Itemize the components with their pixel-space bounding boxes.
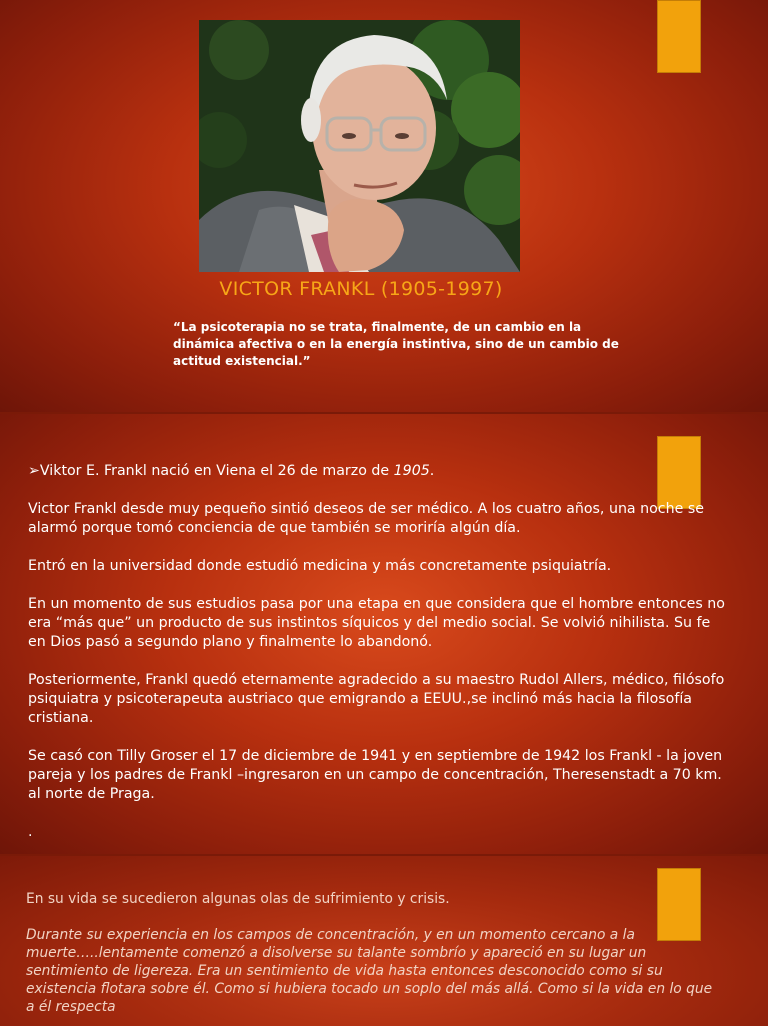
paragraph-university: Entró en la universidad donde estudió medicina y más concretamente psiquiatría. (28, 558, 612, 574)
accent-bar (657, 0, 701, 73)
portrait-photo (199, 20, 520, 272)
paragraph-concentration-camp: Durante su experiencia en los campos de concentración, y en un momento cercano a la muerte…..lentamente comenzó a disolverse su talante sombrío y apareció en su lugar un sentimiento de ligereza. Era un sentimiento de vida hasta entonces desconocido como si su existencia flotara sobre él. Como si hubiera tocado un soplo del más allá. Como si la vida en lo que a él respecta (26, 927, 713, 1015)
slide-3 (0, 854, 768, 1026)
suffering-text (26, 890, 716, 1026)
birth-year: 1905 (393, 463, 430, 479)
paragraph-marriage: Se casó con Tilly Groser el 17 de diciembre de 1941 y en septiembre de 1942 los Frankl - la joven pareja y los padres de Frankl –ingresaron en un campo de concentración, Theresenstadt a 70 km. al norte de Praga. (28, 748, 723, 802)
slide-title: VICTOR FRANKL (1905-1997) (219, 278, 503, 300)
paragraph-nihilism: En un momento de sus estudios pasa por una etapa en que considera que el hombre entonces no era “más que” un producto de sus instintos síquicos y del medio social. Se volvió nihilista. Su fe en Dios pasó a segundo plano y finalmente lo abandonó. (28, 596, 725, 650)
paragraph-childhood: Victor Frankl desde muy pequeño sintió deseos de ser médico. A los cuatro años, una noche se alarmó porque tomó conciencia de que también se moriría algún día. (28, 501, 704, 536)
paragraph-suffering: En su vida se sucedieron algunas olas de sufrimiento y crisis. (26, 891, 450, 907)
slide-2 (0, 412, 768, 856)
paragraph-dot: . (28, 824, 33, 840)
paragraph-allers: Posteriormente, Frankl quedó eternamente agradecido a su maestro Rudol Allers, médico, filósofo psiquiatra y psicoterapeuta austriaco que emigrando a EEUU.,se inclinó más hacia la filosofía cristiana. (28, 672, 725, 726)
quote-text: “La psicoterapia no se trata, finalmente, de un cambio en la dinámica afectiva o en la energía instintiva, sino de un cambio de actitud existencial.” (173, 320, 619, 368)
slide-1 (0, 0, 768, 412)
bullet-arrow-icon: ➢ (28, 463, 40, 479)
paragraph-birth: ➢Viktor E. Frankl nació en Viena el 26 de marzo de 1905. (28, 463, 435, 479)
biography-text (28, 462, 728, 842)
